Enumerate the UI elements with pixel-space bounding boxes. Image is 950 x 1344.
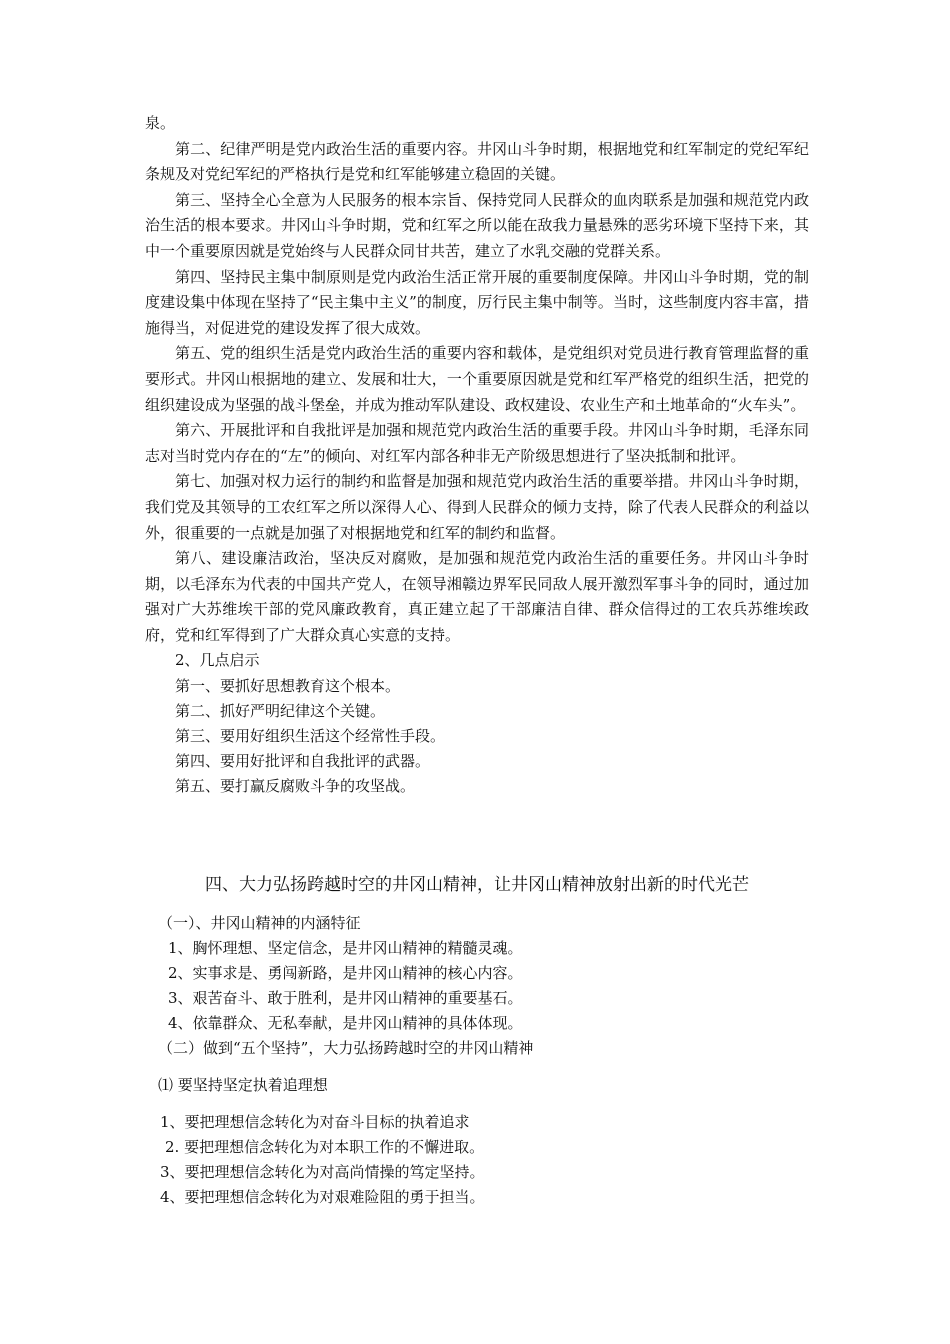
section-3-body [145,111,809,800]
feature-item-4: 4、依靠群众、无私奉献，是井冈山精神的具体体现。 [168,1014,523,1032]
insight-item-1: 第一、要抓好思想教育这个根本。 [175,676,401,695]
ideal-item-4: 4、要把理想信念转化为对艰难险阻的勇于担当。 [160,1188,485,1206]
subsection-2-heading: （二）做到“五个坚持”，大力弘扬跨越时空的井冈山精神 [158,1039,534,1057]
subheading-insights: 2、几点启示 [175,651,260,670]
ideal-item-2: 2. 要把理想信念转化为对本职工作的不懈进取。 [165,1138,485,1156]
insight-item-5: 第五、要打赢反腐败斗争的攻坚战。 [175,777,416,796]
paragraph-point-8: 第八、建设廉洁政治，坚决反对腐败，是加强和规范党内政治生活的重要任务。井冈山斗争时期，以毛泽东为代表的中国共产党人，在领导湘赣边界军民同敌人展开激烈军事斗争的同时，通过加强对广大苏维埃干部的党风廉政教育，真正建立起了干部廉洁自律、群众信得过的工农兵苏维埃政府，党和红军得到了广大群众真心实意的支持。 [145,549,809,644]
sub-point-1-heading: ⑴ 要坚持坚定执着追理想 [158,1076,328,1094]
insight-item-2: 第二、抓好严明纪律这个关键。 [175,701,386,720]
ideal-item-1: 1、要把理想信念转化为对奋斗目标的执着追求 [160,1113,470,1131]
insight-item-3: 第三、要用好组织生活这个经常性手段。 [175,727,446,746]
paragraph-point-7: 第七、加强对权力运行的制约和监督是加强和规范党内政治生活的重要举措。井冈山斗争时期，我们党及其领导的工农红军之所以深得人心、得到人民群众的倾力支持，除了代表人民群众的利益以外，很重要的一点就是加强了对根据地党和红军的制约和监督。 [145,472,809,542]
paragraph-point-6: 第六、开展批评和自我批评是加强和规范党内政治生活的重要手段。井冈山斗争时期，毛泽东同志对当时党内存在的“左”的倾向、对红军内部各种非无产阶级思想进行了坚决抵制和批评。 [145,421,809,465]
paragraph-point-5: 第五、党的组织生活是党内政治生活的重要内容和载体，是党组织对党员进行教育管理监督的重要形式。井冈山根据地的建立、发展和壮大，一个重要原因就是党和红军严格党的组织生活，把党的组织建设成为坚强的战斗堡垒，并成为推动军队建设、政权建设、农业生产和土地革命的“火车头”。 [145,344,809,414]
insight-item-4: 第四、要用好批评和自我批评的武器。 [175,752,431,771]
subsection-1-heading: （一）、井冈山精神的内涵特征 [158,914,361,932]
paragraph-point-3: 第三、坚持全心全意为人民服务的根本宗旨、保持党同人民群众的血肉联系是加强和规范党内政治生活的根本要求。井冈山斗争时期，党和红军之所以能在敌我力量悬殊的恶劣环境下坚持下来，其中一个重要原因就是党始终与人民群众同甘共苦，建立了水乳交融的党群关系。 [145,190,809,260]
feature-item-2: 2、实事求是、勇闯新路，是井冈山精神的核心内容。 [168,964,523,982]
ideal-item-3: 3、要把理想信念转化为对高尚情操的笃定坚持。 [160,1163,485,1181]
section-4-heading: 四、大力弘扬跨越时空的井冈山精神，让井冈山精神放射出新的时代光芒 [205,875,749,895]
feature-item-1: 1、胸怀理想、坚定信念，是井冈山精神的精髓灵魂。 [168,939,523,957]
feature-item-3: 3、艰苦奋斗、敢于胜利，是井冈山精神的重要基石。 [168,989,523,1007]
paragraph-point-2: 第二、纪律严明是党内政治生活的重要内容。井冈山斗争时期，根据地党和红军制定的党纪军纪条规及对党纪军纪的严格执行是党和红军能够建立稳固的关键。 [145,139,809,184]
paragraph-point-4: 第四、坚持民主集中制原则是党内政治生活正常开展的重要制度保障。井冈山斗争时期，党的制度建设集中体现在坚持了“民主集中主义”的制度，厉行民主集中制等。当时，这些制度内容丰富，措施得当，对促进党的建设发挥了很大成效。 [145,267,809,337]
paragraph-continuation: 泉。 [145,114,176,132]
